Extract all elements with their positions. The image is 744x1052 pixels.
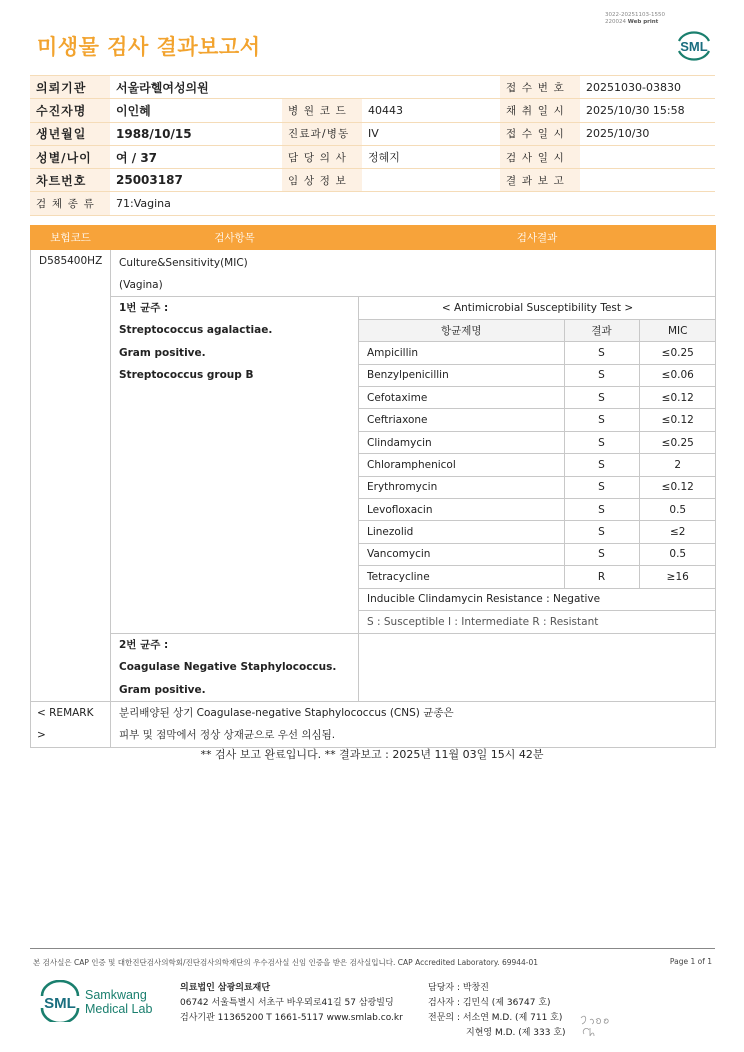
ast-mic: 0.5: [639, 499, 716, 521]
icr-result: Inducible Clindamycin Resistance : Negative: [359, 588, 716, 610]
ast-result: S: [564, 409, 639, 431]
ast-row: [359, 342, 716, 364]
brand-line-1: Samkwang: [85, 988, 147, 1002]
requester-value: 서울라헬여성의원: [110, 76, 500, 99]
ast-table: [359, 297, 716, 633]
org-name: 의료법인 삼광의료재단: [180, 983, 271, 993]
ast-result: S: [564, 431, 639, 453]
ast-drug: Benzylpenicillin: [359, 364, 564, 386]
ast-result: S: [564, 543, 639, 565]
test-name: [111, 250, 716, 297]
ast-mic: ≥16: [639, 566, 716, 588]
sml-logo: [674, 27, 714, 63]
ast-mic: 0.5: [639, 543, 716, 565]
receipt-no-value: 20251030-03830: [580, 76, 715, 99]
dept-label: 진료과/병동: [282, 122, 362, 145]
ast-mic: ≤0.25: [639, 342, 716, 364]
ast-drug: Linezolid: [359, 521, 564, 543]
organism-1-name: Streptococcus agalactiae.: [119, 324, 273, 337]
remark-line-2: 피부 및 점막에서 정상 상재균으로 우선 의심됨.: [119, 729, 336, 742]
organism-1-cell: [111, 297, 359, 634]
remark-label: [31, 702, 111, 748]
ast-row: [359, 566, 716, 588]
web-print-label: Web print: [627, 18, 659, 25]
ast-result: R: [564, 566, 639, 588]
ast-drug: Vancomycin: [359, 543, 564, 565]
org-address: 06742 서울특별시 서초구 바우뫼로41길 57 삼광빌딩: [180, 998, 394, 1008]
ast-mic: ≤0.25: [639, 431, 716, 453]
ast-row: [359, 454, 716, 476]
ast-result: S: [564, 342, 639, 364]
clinical-info-label: 임 상 정 보: [282, 169, 362, 192]
receipt-no-label: 접 수 번 호: [500, 76, 580, 99]
staff-info: [428, 981, 566, 1041]
organization-info: [180, 981, 403, 1026]
ast-result: S: [564, 364, 639, 386]
dept-value: IV: [362, 122, 500, 145]
ast-rows: [359, 342, 716, 588]
ast-row: [359, 499, 716, 521]
ast-result: S: [564, 387, 639, 409]
ast-result: S: [564, 476, 639, 498]
hospital-code-label: 병 원 코 드: [282, 99, 362, 122]
sml-footer-logo: [37, 980, 83, 1022]
tested-label: 검 사 일 시: [500, 145, 580, 168]
ast-row: [359, 387, 716, 409]
organism-2-gram: Gram positive.: [119, 683, 206, 696]
specimen-value: 71:Vagina: [110, 192, 715, 215]
ast-cell: [359, 297, 716, 634]
ast-legend: S : Susceptible I : Intermediate R : Resistant: [367, 615, 599, 628]
patient-label: 수진자명: [30, 99, 110, 122]
remark-text: [111, 702, 716, 748]
staff-specialist-2: 지현영 M.D. (제 333 호): [466, 1028, 566, 1038]
ast-mic: ≤0.12: [639, 476, 716, 498]
page-title: 미생물 검사 결과보고서: [37, 35, 261, 59]
organism-2-name: Coagulase Negative Staphylococcus.: [119, 661, 337, 674]
chart-no-value: 25003187: [110, 169, 282, 192]
ast-row: [359, 543, 716, 565]
ast-drug: Tetracycline: [359, 566, 564, 588]
sex-age-value: 여 / 37: [110, 145, 282, 168]
clinical-info-value: [362, 169, 500, 192]
col-test-item: 검사항목: [111, 226, 359, 250]
doc-code-line-1: 3022-20251103-1550: [605, 12, 665, 18]
ast-mic: ≤0.12: [639, 387, 716, 409]
organism-1-group: Streptococcus group B: [119, 369, 254, 382]
doctor-value: 정혜지: [362, 145, 500, 168]
staff-manager: 담당자 : 박창진: [428, 983, 489, 993]
ast-row: [359, 431, 716, 453]
ast-mic: ≤0.12: [639, 409, 716, 431]
doctor-label: 담 당 의 사: [282, 145, 362, 168]
ast-row: [359, 409, 716, 431]
ast-mic: ≤2: [639, 521, 716, 543]
ast-drug: Clindamycin: [359, 431, 564, 453]
patient-info-table: [30, 75, 715, 216]
tested-value: [580, 145, 715, 168]
col-test-result: 검사결과: [359, 226, 716, 250]
organism-2-title: 2번 균주 :: [119, 638, 169, 651]
specimen-label: 검 체 종 류: [30, 192, 110, 215]
dob-label: 생년월일: [30, 122, 110, 145]
organism-1-gram: Gram positive.: [119, 346, 206, 359]
test-name-text: Culture&Sensitivity(MIC): [119, 257, 248, 269]
brand-name: [85, 989, 152, 1016]
collected-label: 채 취 일 시: [500, 99, 580, 122]
completion-message: ** 검사 보고 완료입니다. ** 결과보고 : 2025년 11월 03일 15시 42분: [200, 748, 544, 761]
staff-tester: 검사자 : 김민식 (제 36747 호): [428, 998, 551, 1008]
ast-col-result: 결과: [564, 319, 639, 341]
page-number: Page 1 of 1: [669, 957, 712, 966]
ast-drug: Ceftriaxone: [359, 409, 564, 431]
ast-drug: Cefotaxime: [359, 387, 564, 409]
brand-line-2: Medical Lab: [85, 1001, 153, 1016]
ast-mic: 2: [639, 454, 716, 476]
chart-no-label: 차트번호: [30, 169, 110, 192]
remark-line-1: 분리배양된 상기 Coagulase-negative Staphylococcus (CNS) 균종은: [119, 707, 454, 720]
doc-code-line-2: 220024: [605, 18, 626, 25]
ast-mic: ≤0.06: [639, 364, 716, 386]
hospital-code-value: 40443: [362, 99, 500, 122]
accreditation-note: 본 검사실은 CAP 인증 및 대한진단검사의학회/진단검사의학재단의 우수검사실 신임 인증을 받은 검사실입니다. CAP Accredited Laboratory. 69944-01: [33, 958, 539, 967]
ast-row: [359, 476, 716, 498]
signature-image: [578, 1010, 618, 1040]
organism-2-result: [359, 633, 716, 701]
dob-value: 1988/10/15: [110, 122, 282, 145]
insurance-code: D585400HZ: [31, 250, 111, 702]
requester-label: 의뢰기관: [30, 76, 110, 99]
col-insurance-code: 보험코드: [31, 226, 111, 250]
footer-divider: [30, 948, 715, 949]
sex-age-label: 성별/나이: [30, 145, 110, 168]
ast-result: S: [564, 521, 639, 543]
logo-text: SML: [680, 39, 708, 54]
organism-1-title: 1번 균주 :: [119, 302, 169, 314]
footer-logo-text: SML: [44, 995, 76, 1012]
patient-value: 이인혜: [110, 99, 282, 122]
collected-value: 2025/10/30 15:58: [580, 99, 715, 122]
ast-col-drug: 항균제명: [359, 319, 564, 341]
ast-row: [359, 364, 716, 386]
ast-drug: Levofloxacin: [359, 499, 564, 521]
received-value: 2025/10/30: [580, 122, 715, 145]
received-label: 접 수 일 시: [500, 122, 580, 145]
organism-2-cell: [111, 633, 359, 701]
org-contact: 검사기관 11365200 T 1661-5117 www.smlab.co.kr: [180, 1013, 403, 1023]
ast-drug: Ampicillin: [359, 342, 564, 364]
ast-result: S: [564, 499, 639, 521]
document-code: [605, 12, 665, 25]
ast-col-mic: MIC: [639, 319, 716, 341]
ast-row: [359, 521, 716, 543]
report-label: 결 과 보 고: [500, 169, 580, 192]
report-value: [580, 169, 715, 192]
ast-title: < Antimicrobial Susceptibility Test >: [359, 297, 716, 319]
remark-label-text: < REMARK >: [37, 707, 94, 742]
results-table: [30, 225, 716, 748]
staff-specialist-1: 전문의 : 서소연 M.D. (제 711 호): [428, 1013, 563, 1023]
ast-result: S: [564, 454, 639, 476]
ast-drug: Chloramphenicol: [359, 454, 564, 476]
test-specimen-text: (Vagina): [119, 279, 163, 291]
ast-drug: Erythromycin: [359, 476, 564, 498]
